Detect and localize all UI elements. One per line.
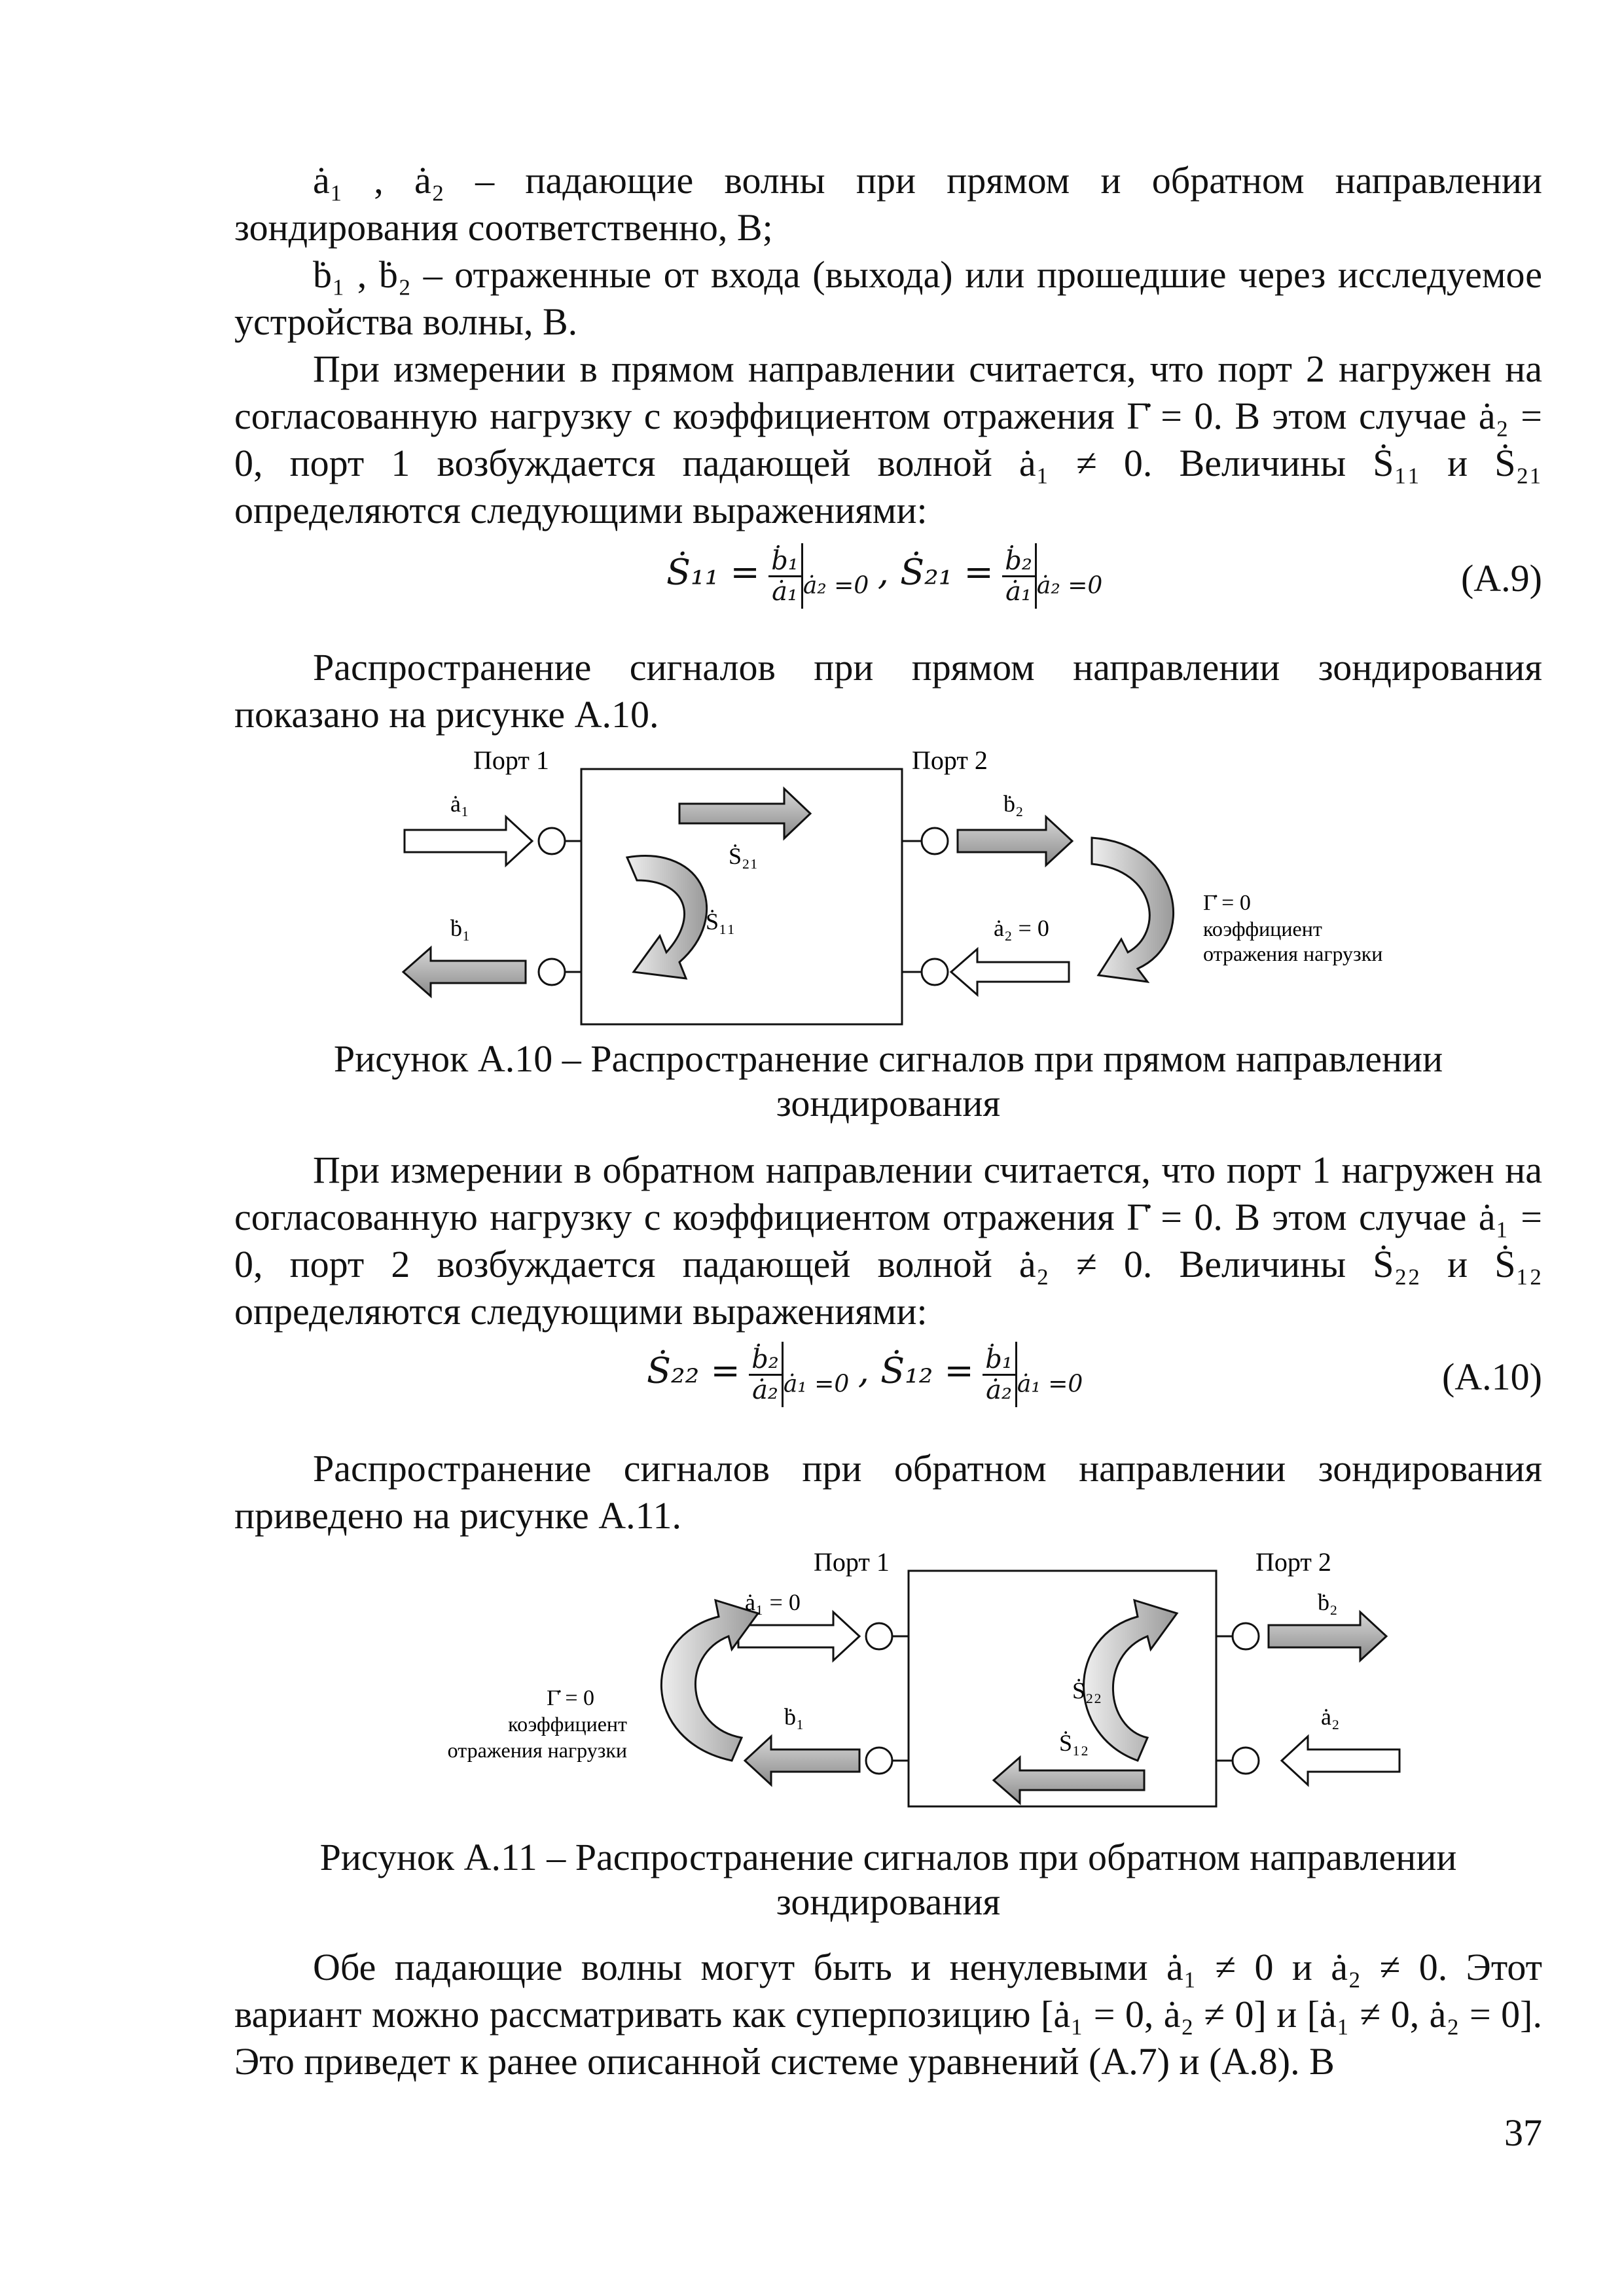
equation-a10 — [234, 1342, 1542, 1420]
arrow-b2-icon — [958, 817, 1072, 865]
paragraph-incident-waves: ȧ₁ , ȧ₂ – падающие волны при прямом и обратном направлении зондирования соответственно, В; — [234, 159, 1542, 249]
paragraph-reflected-waves: ḃ₁ , ḃ₂ – отраженные от входа (выхода) или прошедшие через исследуемое устройства волны, В. — [234, 253, 1542, 343]
arrow-s21-icon — [679, 789, 810, 838]
label-b1: ḃ₁ — [450, 915, 471, 941]
label-s21: Ṡ₂₁ — [729, 843, 759, 869]
port1-out-terminal — [539, 959, 565, 985]
arrow-b1-icon — [403, 948, 526, 996]
arrow-load-reflection-icon — [661, 1600, 758, 1761]
figure-a11-diagram — [234, 1538, 1542, 1813]
label-port2: Порт 2 — [1255, 1547, 1331, 1577]
port2-out-terminal — [1233, 1623, 1259, 1649]
arrow-b2-icon — [1269, 1612, 1386, 1660]
equation-number: (А.10) — [1441, 1355, 1542, 1398]
label-port2: Порт 2 — [912, 746, 988, 775]
arrow-a2-icon — [951, 949, 1069, 995]
label-gamma: Γ̇ = 0 — [547, 1686, 594, 1710]
figure-a10-caption: Рисунок А.10 – Распространение сигналов при прямом направлении зондирования — [333, 1037, 1443, 1124]
label-coefficient: коэффициент — [1203, 917, 1322, 941]
paragraph-reverse-measurement: При измерении в обратном направлении считается, что порт 1 нагружен на согласованную нагрузку с коэффициентом отражения Γ̇ = 0. В этом случае ȧ₁ = 0, порт 2 возбуждается падающей волной ȧ₂ ≠ 0. Величины Ṡ₂₂ и Ṡ₁₂ определяются следующими выражениями: — [234, 1149, 1542, 1333]
eq-denominator: ȧ₂ — [986, 1374, 1013, 1405]
arrow-s11-icon — [627, 856, 707, 978]
paragraph-superposition: Обе падающие волны могут быть и ненулевыми ȧ₁ ≠ 0 и ȧ₂ ≠ 0. Этот вариант можно рассматривать как суперпозицию [ȧ₁ = 0, ȧ₂ ≠ 0] и [ȧ₁ ≠ 0, ȧ₂ = 0]. Это приведет к ранее описанной системе уравнений (А.7) и (А.8). В — [234, 1946, 1542, 2083]
label-s22: Ṡ₂₂ — [1072, 1677, 1102, 1704]
arrow-b1-icon — [745, 1736, 859, 1785]
label-b2: ḃ₂ — [1318, 1589, 1338, 1615]
arrow-load-reflection-icon — [1092, 838, 1174, 982]
label-port1: Порт 1 — [473, 746, 549, 775]
label-a1: ȧ₁ — [450, 791, 469, 817]
label-gamma: Γ̇ = 0 — [1203, 891, 1251, 915]
port1-in-terminal — [539, 828, 565, 854]
label-load-reflection: отражения нагрузки — [447, 1738, 627, 1762]
label-a2: ȧ₂ — [1321, 1704, 1340, 1730]
eq-lhs: Ṡ₁₁ = — [666, 551, 760, 593]
eq-denominator: ȧ₁ — [1005, 576, 1032, 607]
arrow-a1-icon — [738, 1612, 859, 1660]
label-s11: Ṡ₁₁ — [706, 908, 736, 935]
arrow-s12-icon — [994, 1757, 1144, 1803]
label-b1: ḃ₁ — [784, 1704, 804, 1730]
eq-condition: ȧ₁ =0 — [783, 1371, 850, 1398]
page-number: 37 — [1504, 2111, 1542, 2154]
eq-numerator: ḃ₂ — [1002, 547, 1035, 577]
arrow-a1-icon — [405, 817, 532, 865]
eq-condition: ȧ₂ =0 — [1036, 572, 1103, 600]
eq-lhs: , Ṡ₂₁ = — [877, 551, 994, 593]
figure-a10-diagram — [234, 746, 1542, 1034]
figure-a11-caption: Рисунок А.11 – Распространение сигналов при обратном направлении зондирования — [319, 1836, 1457, 1923]
label-b2: ḃ₂ — [1003, 791, 1024, 817]
eq-condition: ȧ₁ =0 — [1017, 1371, 1083, 1398]
label-s12: Ṡ₁₂ — [1059, 1730, 1089, 1756]
eq-denominator: ȧ₂ — [752, 1374, 778, 1405]
label-load-reflection: отражения нагрузки — [1203, 942, 1383, 965]
paragraph-forward-measurement: При измерении в прямом направлении считается, что порт 2 нагружен на согласованную нагрузку с коэффициентом отражения Γ̇ = 0. В этом случае ȧ₂ = 0, порт 1 возбуждается падающей волной ȧ₁ ≠ 0. Величины Ṡ₁₁ и Ṡ₂₁ определяются следующими выражениями: — [234, 348, 1542, 531]
eq-numerator: ḃ₁ — [983, 1345, 1015, 1376]
eq-denominator: ȧ₁ — [772, 576, 798, 607]
label-coefficient: коэффициент — [508, 1712, 627, 1736]
label-a2: ȧ₂ = 0 — [994, 915, 1049, 941]
port2-in-terminal — [922, 959, 948, 985]
eq-numerator: ḃ₁ — [768, 547, 801, 577]
eq-lhs: Ṡ₂₂ = — [647, 1350, 740, 1391]
port2-out-terminal — [922, 828, 948, 854]
equation-a9 — [234, 543, 1542, 622]
arrow-a2-icon — [1282, 1736, 1399, 1785]
paragraph-fig10-ref: Распространение сигналов при прямом направлении зондирования показано на рисунке А.10. — [234, 646, 1542, 736]
eq-lhs: , Ṡ₁₂ = — [857, 1350, 974, 1391]
port2-in-terminal — [1233, 1748, 1259, 1774]
eq-condition: ȧ₂ =0 — [803, 572, 869, 600]
label-a1: ȧ₁ = 0 — [745, 1589, 801, 1615]
port1-in-terminal — [866, 1623, 892, 1649]
port1-out-terminal — [866, 1748, 892, 1774]
label-port1: Порт 1 — [814, 1547, 890, 1577]
paragraph-fig11-ref: Распространение сигналов при обратном направлении зондирования приведено на рисунке А.11. — [234, 1447, 1542, 1537]
eq-numerator: ḃ₂ — [749, 1345, 782, 1376]
equation-number: (А.9) — [1460, 557, 1542, 600]
